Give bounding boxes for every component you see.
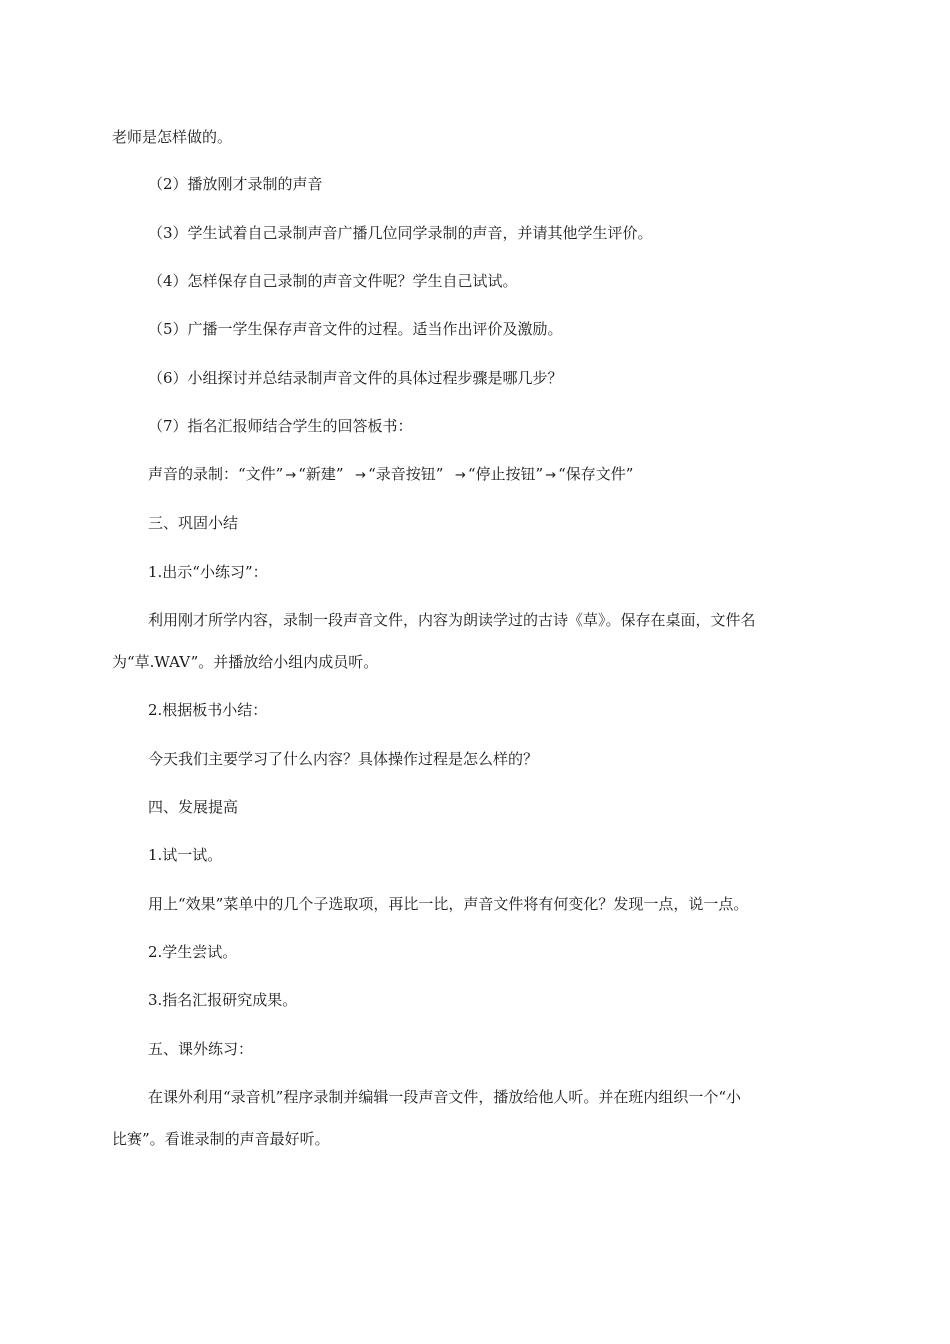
step-2-text: （2）播放刚才录制的声音 (148, 175, 323, 193)
arrow-right-icon: → (285, 468, 297, 483)
paragraph-line: 3.指名汇报研究成果。 (148, 991, 298, 1009)
paragraph-line: 老师是怎样做的。 (112, 128, 233, 146)
flow-step-save-file: “保存文件” (558, 465, 634, 483)
paragraph-line: 1.出示“小练习”： (148, 563, 268, 581)
paragraph-line: 为“草.WAV”。并播放给小组内成员听。 (112, 653, 379, 671)
flow-prefix: 声音的录制： (148, 465, 239, 483)
paragraph-line: 在课外利用“录音机”程序录制并编辑一段声音文件，播放给他人听。并在班内组织一个“小 (148, 1088, 742, 1106)
paragraph-line: 利用刚才所学内容，录制一段声音文件，内容为朗读学过的古诗《草》。保存在桌面，文件名 (148, 611, 756, 629)
section-heading-homework: 五、课外练习： (148, 1040, 254, 1058)
step-5-text: （5）广播一学生保存声音文件的过程。适当作出评价及激励。 (148, 320, 563, 338)
recording-procedure-flow (148, 462, 633, 488)
section-heading-consolidate: 三、巩固小结 (148, 514, 239, 532)
paragraph-line: 今天我们主要学习了什么内容？具体操作过程是怎么样的？ (148, 750, 539, 768)
arrow-right-icon: → (355, 468, 367, 483)
arrow-right-icon: → (545, 468, 557, 483)
section-heading-extension: 四、发展提高 (148, 798, 239, 816)
paragraph-line: 比赛”。看谁录制的声音最好听。 (112, 1130, 330, 1148)
flow-step-file: “文件” (238, 465, 284, 483)
step-3-text: （3）学生试着自己录制声音广播几位同学录制的声音，并请其他学生评价。 (148, 224, 653, 242)
step-7-text: （7）指名汇报师结合学生的回答板书： (148, 417, 413, 435)
step-6-text: （6）小组探讨并总结录制声音文件的具体过程步骤是哪几步？ (148, 369, 563, 387)
paragraph-line: 1.试一试。 (148, 846, 223, 864)
flow-step-stop-button: “停止按钮” (467, 465, 544, 483)
arrow-right-icon: → (454, 468, 466, 483)
paragraph-line: 2.根据板书小结： (148, 701, 268, 719)
flow-step-record-button: “录音按钮” (368, 465, 444, 483)
paragraph-line: 用上“效果”菜单中的几个子选取项，再比一比，声音文件将有何变化？发现一点，说一点。 (148, 895, 749, 913)
flow-step-new: “新建” (298, 465, 344, 483)
step-4-text: （4）怎样保存自己录制的声音文件呢？学生自己试试。 (148, 272, 518, 290)
paragraph-line: 2.学生尝试。 (148, 943, 238, 961)
